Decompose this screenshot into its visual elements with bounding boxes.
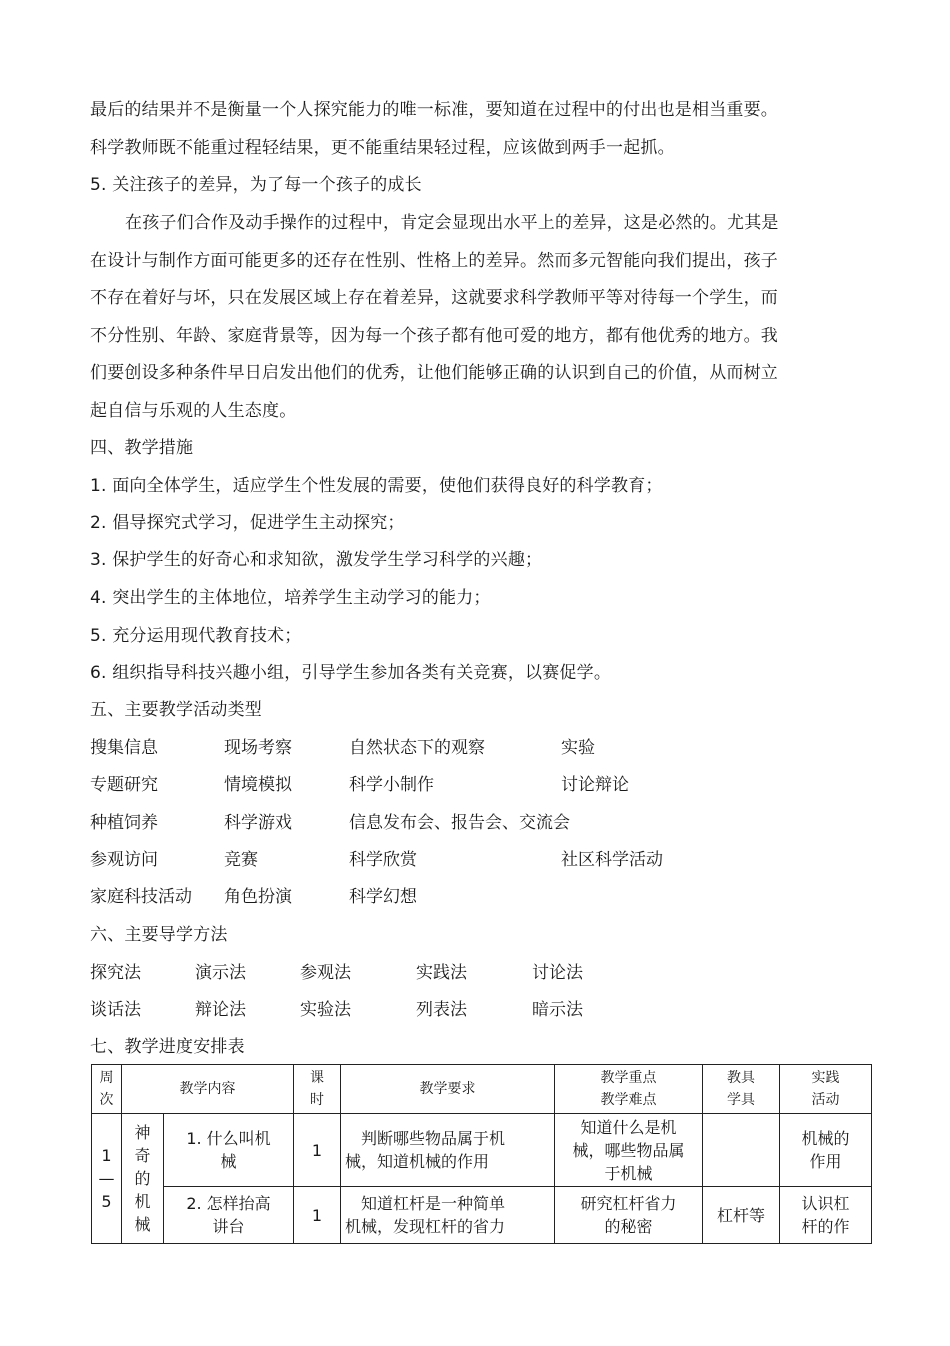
- paragraph-line: 科学教师既不能重过程轻结果，更不能重结果轻过程，应该做到两手一起抓。: [90, 138, 675, 158]
- method-item: 暗示法: [532, 1000, 583, 1020]
- method-item: 讨论法: [532, 963, 583, 983]
- activity-item: 讨论辩论: [561, 775, 629, 795]
- method-item: 探究法: [90, 963, 141, 983]
- practice-cell: 认识杠 杆的作: [780, 1187, 872, 1244]
- lesson-cell: 2. 怎样抬高 讲台: [164, 1187, 294, 1244]
- activity-item: 种植饲养: [90, 813, 158, 833]
- list-item: 1. 面向全体学生，适应学生个性发展的需要，使他们获得良好的科学教育；: [90, 476, 663, 496]
- requirement-cell: 知道杠杆是一种简单 机械，发现杠杆的省力: [341, 1187, 555, 1244]
- activity-item: 科学欣赏: [349, 850, 417, 870]
- focus-cell: 研究杠杆省力 的秘密: [555, 1187, 703, 1244]
- activity-item: 自然状态下的观察: [349, 738, 485, 758]
- activity-item: 参观访问: [90, 850, 158, 870]
- activity-item: 现场考察: [224, 738, 292, 758]
- section-heading: 六、主要导学方法: [90, 925, 228, 945]
- paragraph-line: 不存在着好与坏，只在发展区域上存在着差异，这就要求科学教师平等对待每一个学生，而: [90, 288, 778, 308]
- paragraph-line: 们要创设多种条件早日启发出他们的优秀，让他们能够正确的认识到自己的价值，从而树立: [90, 363, 778, 383]
- activity-item: 专题研究: [90, 775, 158, 795]
- table-row: [92, 1114, 872, 1187]
- paragraph-line: 起自信与乐观的人生态度。: [90, 401, 297, 421]
- activity-item: 竞赛: [224, 850, 258, 870]
- section-heading: 四、教学措施: [90, 438, 194, 458]
- activity-item: 角色扮演: [224, 887, 292, 907]
- paragraph-line: 在孩子们合作及动手操作的过程中，肯定会显现出水平上的差异，这是必然的。尤其是: [125, 213, 779, 233]
- table-row: [92, 1187, 872, 1244]
- hours-cell: 1: [294, 1187, 341, 1244]
- method-item: 辩论法: [195, 1000, 246, 1020]
- tools-cell: 杠杆等: [703, 1187, 780, 1244]
- list-item: 2. 倡导探究式学习，促进学生主动探究；: [90, 513, 405, 533]
- subheading: 5. 关注孩子的差异，为了每一个孩子的成长: [90, 175, 422, 195]
- activity-item: 实验: [561, 738, 595, 758]
- requirement-cell: 判断哪些物品属于机 械，知道机械的作用: [341, 1114, 555, 1187]
- method-item: 谈话法: [90, 1000, 141, 1020]
- method-item: 列表法: [416, 1000, 467, 1020]
- activity-item: 家庭科技活动: [90, 887, 192, 907]
- paragraph-line: 不分性别、年龄、家庭背景等，因为每一个孩子都有他可爱的地方，都有他优秀的地方。我: [90, 326, 778, 346]
- unit-cell: 神 奇 的 机 械: [122, 1114, 164, 1244]
- activity-item: 搜集信息: [90, 738, 158, 758]
- schedule-table: [91, 1064, 872, 1244]
- method-item: 实验法: [300, 1000, 351, 1020]
- week-cell: 1 — 5: [92, 1114, 122, 1244]
- header-tools: 教具 学具: [703, 1065, 780, 1114]
- method-item: 参观法: [300, 963, 351, 983]
- header-practice: 实践 活动: [780, 1065, 872, 1114]
- table-header-row: [92, 1065, 872, 1114]
- hours-cell: 1: [294, 1114, 341, 1187]
- method-item: 实践法: [416, 963, 467, 983]
- list-item: 3. 保护学生的好奇心和求知欲，激发学生学习科学的兴趣；: [90, 550, 543, 570]
- activity-item: 社区科学活动: [561, 850, 663, 870]
- activity-item: 科学游戏: [224, 813, 292, 833]
- list-item: 6. 组织指导科技兴趣小组，引导学生参加各类有关竞赛，以赛促学。: [90, 663, 612, 683]
- header-week: 周 次: [92, 1065, 122, 1114]
- paragraph-line: 在设计与制作方面可能更多的还存在性别、性格上的差异。然而多元智能向我们提出，孩子: [90, 251, 778, 271]
- paragraph-line: 最后的结果并不是衡量一个人探究能力的唯一标准，要知道在过程中的付出也是相当重要。: [90, 100, 778, 120]
- activity-item: 信息发布会、报告会、交流会: [349, 813, 570, 833]
- list-item: 4. 突出学生的主体地位，培养学生主动学习的能力；: [90, 588, 491, 608]
- header-requirement: 教学要求: [341, 1065, 555, 1114]
- activity-item: 科学幻想: [349, 887, 417, 907]
- activity-item: 情境模拟: [224, 775, 292, 795]
- section-heading: 五、主要教学活动类型: [90, 700, 262, 720]
- header-content: 教学内容: [122, 1065, 294, 1114]
- practice-cell: 机械的 作用: [780, 1114, 872, 1187]
- tools-cell: [703, 1114, 780, 1187]
- list-item: 5. 充分运用现代教育技术；: [90, 626, 302, 646]
- method-item: 演示法: [195, 963, 246, 983]
- header-hours: 课 时: [294, 1065, 341, 1114]
- focus-cell: 知道什么是机 械，哪些物品属 于机械: [555, 1114, 703, 1187]
- lesson-cell: 1. 什么叫机 械: [164, 1114, 294, 1187]
- section-heading: 七、教学进度安排表: [90, 1037, 245, 1057]
- header-focus: 教学重点 教学难点: [555, 1065, 703, 1114]
- activity-item: 科学小制作: [349, 775, 434, 795]
